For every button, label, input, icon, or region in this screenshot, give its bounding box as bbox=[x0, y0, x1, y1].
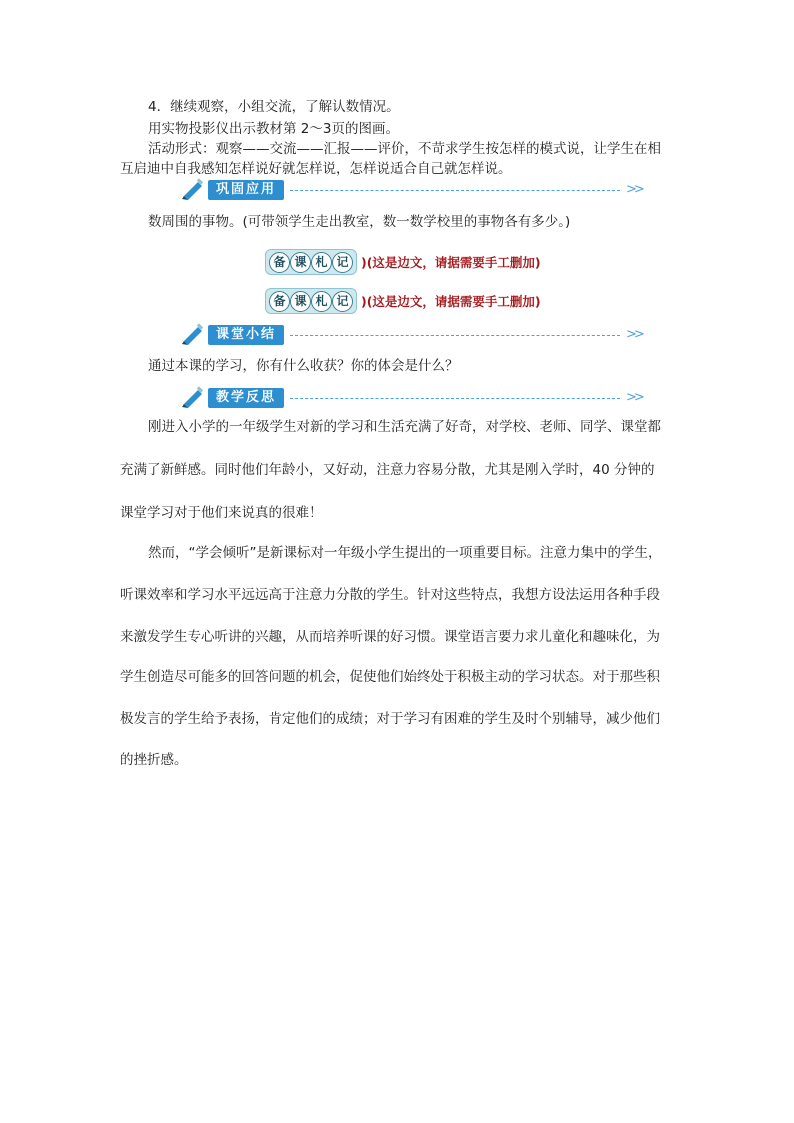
reflection-p2-line: 听课效率和学习水平远远高于注意力分散的学生。针对这些特点，我想方设法运用各种手段 bbox=[120, 587, 660, 603]
reflection-p2-line: 的挫折感。 bbox=[120, 752, 188, 768]
summary-content: 通过本课的学习，你有什么收获？你的体会是什么？ bbox=[148, 358, 459, 374]
note-char: 备 bbox=[269, 291, 290, 312]
reflection-p2-line: 然而，“学会倾听”是新课标对一年级小学生提出的一项重要目标。注意力集中的学生， bbox=[148, 545, 662, 561]
reflection-p2-line: 学生创造尽可能多的回答问题的机会，促使他们始终处于积极主动的学习状态。对于那些积 bbox=[120, 669, 660, 685]
dashed-rule bbox=[290, 398, 620, 399]
note-char: 备 bbox=[269, 252, 290, 273]
double-chevron-right-icon: >> bbox=[626, 327, 642, 342]
note-char: 札 bbox=[311, 291, 332, 312]
pen-icon bbox=[180, 323, 208, 345]
note-text: )(这是边文，请据需要手工删加) bbox=[361, 294, 541, 309]
section-header-summary bbox=[180, 325, 642, 345]
note-char: 记 bbox=[332, 291, 353, 312]
activity-line-cont: 互启迪中自我感知怎样说好就怎样说，怎样说适合自己就怎样说。 bbox=[120, 161, 512, 177]
note-char: 课 bbox=[290, 252, 311, 273]
dashed-rule bbox=[290, 335, 620, 336]
note-char: 课 bbox=[290, 291, 311, 312]
reflection-p2-line: 来激发学生专心听讲的兴趣，从而培养听课的好习惯。课堂语言要力求儿童化和趣味化，为 bbox=[120, 629, 660, 645]
note-text: )(这是边文，请据需要手工删加) bbox=[361, 255, 541, 270]
step-4-line: 4．继续观察，小组交流，了解认数情况。 bbox=[148, 99, 400, 115]
pen-icon bbox=[180, 386, 208, 408]
section-title: 巩固应用 bbox=[208, 180, 284, 200]
consolidate-content: 数周围的事物。(可带领学生走出教室，数一数学校里的事物各有多少。) bbox=[148, 214, 571, 230]
note-char: 札 bbox=[311, 252, 332, 273]
pen-icon bbox=[180, 178, 208, 200]
section-header-reflection bbox=[180, 388, 642, 408]
reflection-p1-line: 刚进入小学的一年级学生对新的学习和生活充满了好奇，对学校、老师、同学、课堂都 bbox=[148, 419, 661, 435]
section-title: 课堂小结 bbox=[208, 325, 284, 345]
lesson-note-2 bbox=[265, 288, 585, 316]
double-chevron-right-icon: >> bbox=[626, 390, 642, 405]
projector-line: 用实物投影仪出示教材第 2～3页的图画。 bbox=[148, 121, 399, 137]
double-chevron-right-icon: >> bbox=[626, 182, 642, 197]
note-char: 记 bbox=[332, 252, 353, 273]
reflection-p2-line: 极发言的学生给予表扬，肯定他们的成绩；对于学习有困难的学生及时个别辅导，减少他们 bbox=[120, 711, 660, 727]
reflection-p1-line: 课堂学习对于他们来说真的很难！ bbox=[120, 505, 323, 521]
note-badge bbox=[265, 288, 357, 314]
reflection-p1-line: 充满了新鲜感。同时他们年龄小，又好动，注意力容易分散，尤其是刚入学时，40 分钟的 bbox=[120, 462, 655, 478]
dashed-rule bbox=[290, 190, 620, 191]
activity-line: 活动形式：观察——交流——汇报——评价，不苛求学生按怎样的模式说，让学生在相 bbox=[148, 141, 661, 157]
lesson-note-1 bbox=[265, 249, 585, 277]
section-header-consolidate bbox=[180, 180, 642, 200]
section-title: 教学反思 bbox=[208, 388, 284, 408]
note-badge bbox=[265, 249, 357, 275]
